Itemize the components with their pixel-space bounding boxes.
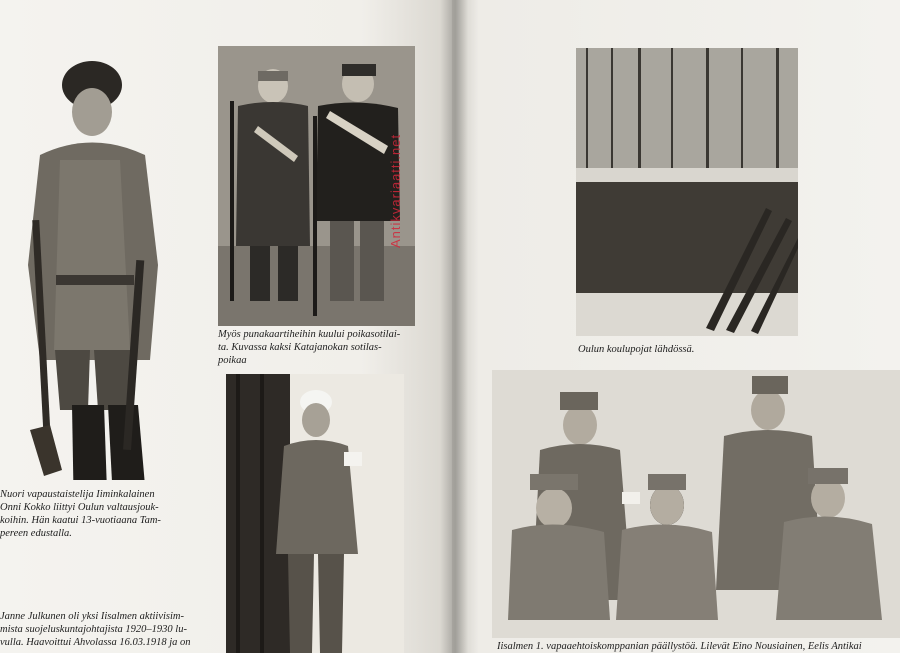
caption-line: Iisalmen 1. vapaaehtoiskomppanian päällystöä. Lilevät Eino Nousiainen, Eelis Antikai	[497, 641, 862, 652]
photo-two-boys	[218, 46, 415, 326]
photo-officer-group	[492, 370, 900, 638]
caption-janne	[0, 610, 224, 649]
caption-line: Onni Kokko liittyi Oulun valtausjouk-	[0, 502, 159, 513]
photo-oulu-troops	[576, 48, 798, 336]
book-gutter	[440, 0, 468, 653]
caption-boy-soldier	[0, 488, 210, 540]
caption-line: poikaa	[218, 355, 247, 366]
watermark-text: Antikvariaatti.net	[388, 133, 403, 248]
caption-two-boys	[218, 328, 438, 367]
caption-officer-group	[497, 640, 900, 653]
caption-line: Janne Julkunen oli yksi Iisalmen aktiivisim-	[0, 611, 184, 622]
caption-line: Oulun koulupojat lähdössä.	[578, 344, 695, 355]
caption-line: vulla. Haavoittui Ahvolassa 16.03.1918 ja on	[0, 637, 191, 648]
caption-line: mista suojeluskuntajohtajista 1920–1930 lu-	[0, 624, 187, 635]
caption-line: ta. Kuvassa kaksi Katajanokan sotilas-	[218, 342, 382, 353]
photo-janne	[226, 374, 404, 653]
caption-oulu-troops	[578, 343, 798, 356]
photo-boy-soldier	[10, 50, 170, 480]
caption-line: Myös punakaartiheihin kuului poikasotilai-	[218, 329, 401, 340]
caption-line: Nuori vapaustaistelija Iiminkalainen	[0, 489, 155, 500]
caption-line: koihin. Hän kaatui 13-vuotiaana Tam-	[0, 515, 161, 526]
caption-line: pereen edustalla.	[0, 528, 72, 539]
